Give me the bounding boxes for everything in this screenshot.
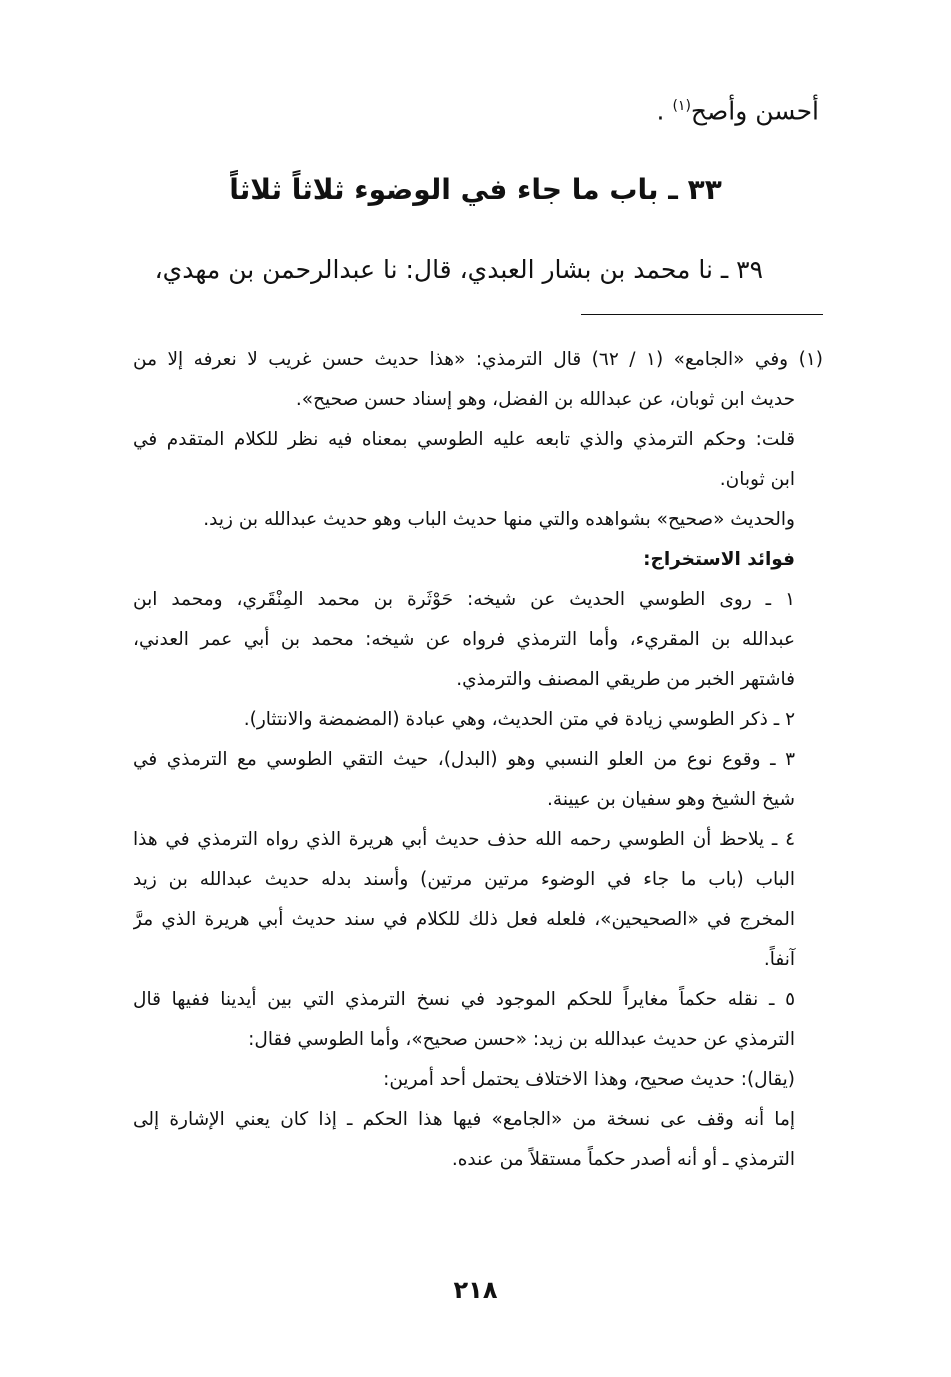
footnote-line: ٢ ـ ذكر الطوسي زيادة في متن الحديث، وهي عبادة (المضمضة والانتثار). <box>243 709 795 730</box>
footnote-line: حديث ابن ثوبان، عن عبدالله بن الفضل، وهو إسناد حسن صحيح». <box>295 389 795 410</box>
footnote-line: الترمذي ـ أو أنه أصدر حكماً مستقلاً من عنده. <box>451 1149 795 1170</box>
footnote-line: ١ ـ روى الطوسي الحديث عن شيخه: حَوْثَرة بن محمد المِنْقَري، ومحمد ابن <box>133 589 795 610</box>
page-number: ٢١٨ <box>453 1276 498 1304</box>
footnote-line: الترمذي عن حديث عبدالله بن زيد: «حسن صحيح»، وأما الطوسي فقال: <box>248 1029 795 1050</box>
chapter-title: ٣٣ ـ باب ما جاء في الوضوء ثلاثاً ثلاثاً <box>229 173 722 206</box>
footnote-divider <box>581 314 823 315</box>
footnote-heading: فوائد الاستخراج: <box>643 549 795 570</box>
continuation-text: أحسن وأصح <box>690 96 819 126</box>
continuation-line <box>219 86 819 131</box>
footnote-line: (يقال): حديث صحيح، وهذا الاختلاف يحتمل أحد أمرين: <box>383 1069 795 1090</box>
hadith-line: ٣٩ ـ نا محمد بن بشار العبدي، قال: نا عبدالرحمن بن مهدي، <box>154 255 763 284</box>
footnote-line: (١) وفي «الجامع» (١ / ٦٢) قال الترمذي: «هذا حديث حسن غريب لا نعرفه إلا من <box>133 349 823 370</box>
footnote-line: والحديث «صحيح» بشواهده والتي منها حديث الباب وهو حديث عبدالله بن زيد. <box>203 509 795 530</box>
footnote-line: آنفاً. <box>763 949 795 970</box>
footnote-line: فاشتهر الخبر من طريقي المصنف والترمذي. <box>456 669 795 690</box>
footnote-line: ابن ثوبان. <box>719 469 795 490</box>
footnotes-block <box>133 340 823 1180</box>
footnote-ref: (١) <box>672 98 691 114</box>
footnote-line: عبدالله بن المقريء، وأما الترمذي فرواه عن شيخه: محمد بن أبي عمر العدني، <box>133 629 795 650</box>
footnote-line: الباب (باب ما جاء في الوضوء مرتين مرتين) وأسند بدله حديث عبدالله بن زيد <box>133 869 795 890</box>
footnote-line: المخرج في «الصحيحين»، فلعله فعل ذلك للكلام في سند حديث أبي هريرة الذي مرَّ <box>133 909 795 930</box>
footnote-line: شيخ الشيخ وهو سفيان بن عيينة. <box>547 789 795 810</box>
footnote-line: ٤ ـ يلاحظ أن الطوسي رحمه الله حذف حديث أبي هريرة الذي رواه الترمذي في هذا <box>133 829 795 850</box>
footnote-line: ٥ ـ نقله حكماً مغايراً للحكم الموجود في نسخ الترمذي التي بين أيدينا ففيها قال <box>133 989 795 1010</box>
footnote-line: قلت: وحكم الترمذي والذي تابعه عليه الطوسي بمعناه فيه نظر للكلام المتقدم في <box>133 429 795 450</box>
footnote-line: إما أنه وقف عى نسخة من «الجامع» فيها هذا الحكم ـ إذا كان يعني الإشارة إلى <box>133 1109 795 1130</box>
footnote-line: ٣ ـ وقوع نوع من العلو النسبي وهو (البدل)، حيث التقي الطوسي مع الترمذي في <box>133 749 795 770</box>
continuation-tail: . <box>656 96 673 126</box>
